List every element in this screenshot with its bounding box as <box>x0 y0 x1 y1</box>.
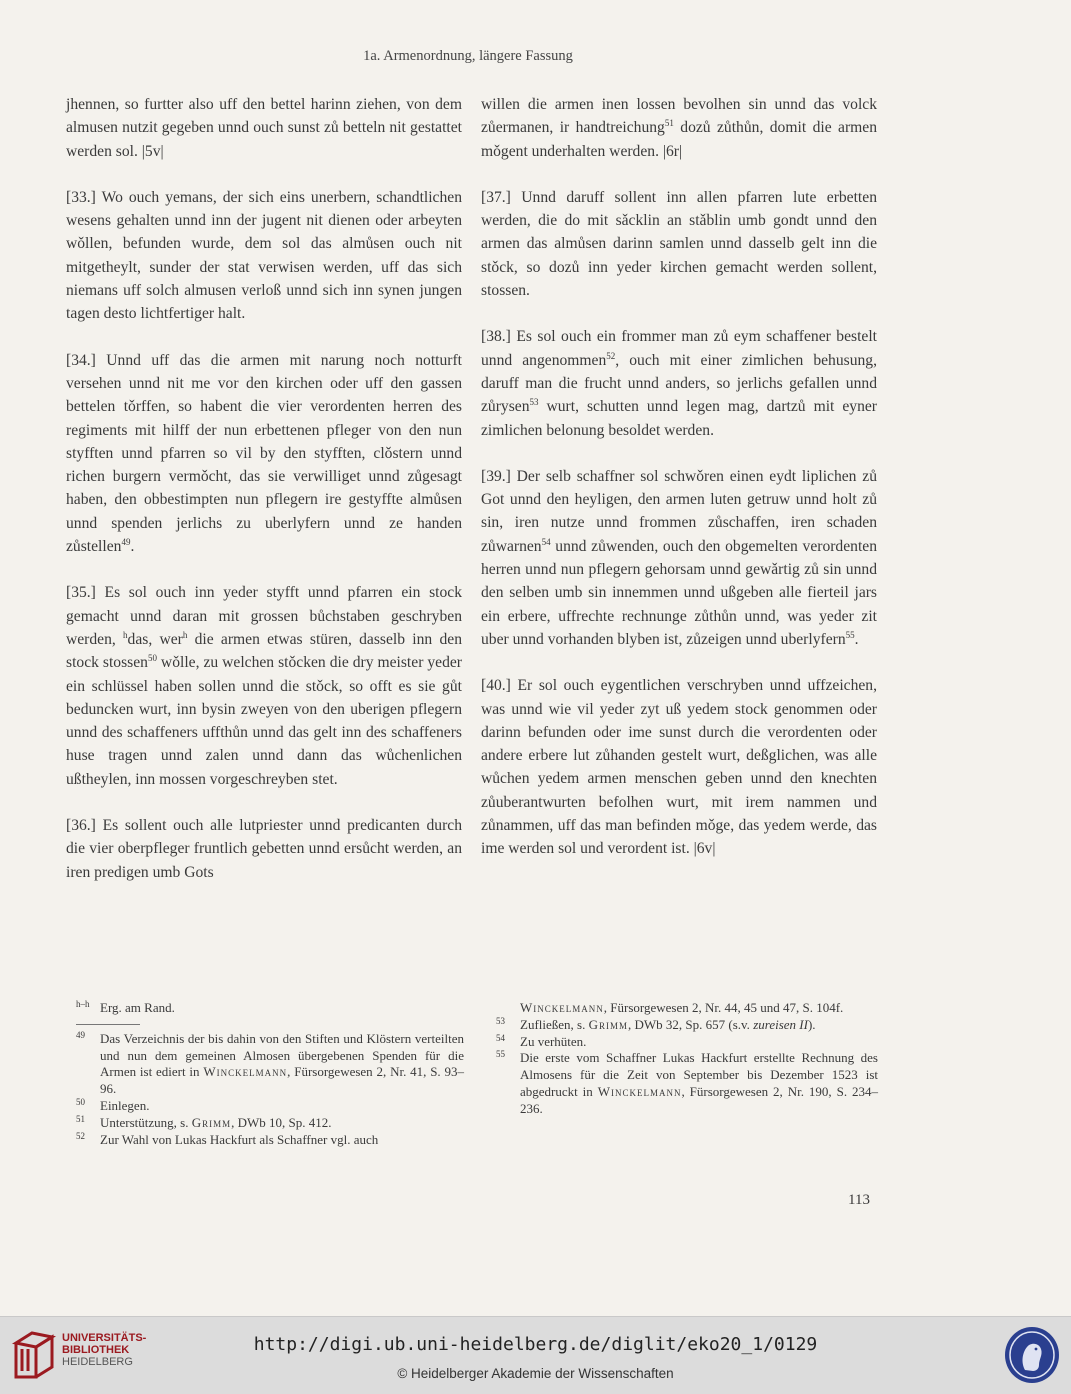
footnote: 54 Zu verhüten. <box>496 1032 587 1049</box>
footnote-text: Zu verhüten. <box>520 1033 587 1049</box>
footnote-list <box>76 1031 464 1149</box>
textual-note: h–h Erg. am Rand. <box>76 999 175 1015</box>
right-text-column <box>481 93 877 861</box>
footnote-text: Erg. am Rand. <box>100 1000 175 1015</box>
footnote-rule <box>76 1024 140 1025</box>
footnote: 49 Das Verzeichnis der bis dahin von den Stiften und Klöstern verteilten und nun dem gemeinen Almosen übergebenen Spenden für die Armen ist ediert in Winckelmann, Fürsorgewesen 2, Nr. 41, S. 93–96. <box>76 1029 465 1097</box>
footnote-text: Einlegen. <box>100 1097 150 1113</box>
footnote-list <box>496 1017 878 1118</box>
academy-seal-icon[interactable] <box>1003 1325 1061 1385</box>
permalink-url[interactable]: http://digi.ub.uni-heidelberg.de/diglit/eko20_1/0129 <box>253 1334 818 1355</box>
footnote-text: Zufließen, s. Grimm, DWb 32, Sp. 657 (s.v. zureisen II). <box>520 1016 816 1032</box>
left-footnotes <box>76 1000 464 1148</box>
right-footnotes <box>496 1000 878 1118</box>
paragraph: [35.] Es sol ouch inn yeder styfft unnd pfarren ein stock gemacht unnd daran mit grossen bůchstaben geschryben werden, $^h$das, wer$^h$ die armen etwas stüren, dasselb inn den stock stossen$^{50}$ wǒlle, zu welchen stǒcken die dry meister yeder ein schlüssel haben sollen unnd die stǒck, so offt es sie gůt beduncken wurt, inn bysin zweyen von den uberigen pflegern unnd des schaffeners uffthůn unnd das gelt inn des schaffeners huse tragen unnd zalen unnd dann das wůchenlichen ußtheylen, inn mossen vorgeschreyben stet. <box>66 584 462 788</box>
page-number: 113 <box>848 1192 870 1208</box>
running-head: 1a. Armenordnung, längere Fassung <box>363 48 573 64</box>
library-name-line: HEIDELBERG <box>62 1356 133 1368</box>
paragraph: jhennen, so furtter also uff den bettel harinn ziehen, von dem almusen nutzit gegeben unnd ouch sunst zů betteln nit gestattet werden sol. |5v| <box>66 96 462 160</box>
paragraph: [39.] Der selb schaffner sol schwǒren einen eydt liplichen zů Got unnd den heyligen, den armen luten getruw unnd holt zů sin, iren nutze unnd frommen zůschaffen, iren schaden zůwarnen$^{54}$ unnd zůwenden, ouch den obgemelten verordenten herren unnd nun pflegern gehorsam unnd gewǎrtig zů sin unnd den selben umb sin innemmen unnd ußgeben alle fierteil jars ein erbere, uffrechte rechnunge zůthůn unnd, was yeder zit uber unnd vorhanden blyben ist, zůzeigen unnd uberlyfern$^{55}$. <box>481 467 877 648</box>
paragraph: [33.] Wo ouch yemans, der sich eins unerbern, schandtlichen wesens gehalten unnd inn der jugent nit dienen oder arbeyten wǒllen, befunden wurde, dem sol das almůsen ouch nit mitgetheylt, sunder der stat verwisen werden, uff das sich niemans uff solch almusen verloß unnd sich inn synen jungen tagen desto lichtfertiger halt. <box>66 188 462 323</box>
paragraph: [40.] Er sol ouch eygentlichen verschryben unnd uffzeichen, was unnd wie vil yeder zyt uß yedem stock genommen oder darinn befunden oder ime sunst durch die verordenten oder andere erbere lut zůhanden gestelt wurt, deßglichen, was alle wůchen yedem armen menschen geben unnd den knechten zůuberantwurten befolhen wurt, mit irem nammen und zůnammen, uff das man befinden mǒge, das yedem werde, das ime werden sol und verordent ist. |6v| <box>481 677 877 858</box>
footnote: 50 Einlegen. <box>76 1096 150 1113</box>
footnote-text: Das Verzeichnis der bis dahin von den Stiften und Klöstern verteilten und nun dem gemeinen Almosen übergebenen Spenden für die Armen ist ediert in Winckelmann, Fürsorgewesen 2, Nr. 41, S. 93–96. <box>100 1030 465 1097</box>
paragraph: willen die armen inen lossen bevolhen sin unnd das volck zůermanen, ir handtreichung$^{51}$ dozů zůthůn, domit die armen mǒgent underhalten werden. |6r| <box>481 96 877 160</box>
footnote-text: Die erste vom Schaffner Lukas Hackfurt erstellte Rechnung des Almosens für die Zeit von September bis Dezember 1523 ist abgedruckt in Winckelmann, Fürsorgewesen 2, Nr. 190, S. 234–236. <box>520 1050 878 1116</box>
footnote-text: Winckelmann, Fürsorgewesen 2, Nr. 44, 45 und 47, S. 104f. <box>520 1000 844 1015</box>
footnote: 55 Die erste vom Schaffner Lukas Hackfurt erstellte Rechnung des Almosens für die Zeit von September bis Dezember 1523 ist abgedruckt in Winckelmann, Fürsorgewesen 2, Nr. 190, S. 234–236. <box>496 1049 878 1116</box>
left-text-column <box>66 93 462 884</box>
footnote: 51 Unterstützung, s. Grimm, DWb 10, Sp. 412. <box>76 1113 332 1130</box>
paragraph: [38.] Es sol ouch ein frommer man zů eym schaffener bestelt unnd angenommen$^{52}$, ouch mit einer zimlichen behusung, daruff man die frucht unnd anders, so jerlichs gefallen unnd zůrysen$^{53}$ wurt, schutten unnd legen mag, dartzů mit eyner zimlichen belonung besoldet werden. <box>481 328 877 439</box>
footnote: 53 Zufließen, s. Grimm, DWb 32, Sp. 657 (s.v. zureisen II). <box>496 1015 816 1032</box>
footnote-continuation <box>496 1000 878 1017</box>
copyright-notice: © Heidelberger Akademie der Wissenschaften <box>397 1366 674 1381</box>
viewer-footer <box>0 1316 1071 1394</box>
library-name-line: BIBLIOTHEK <box>62 1344 130 1356</box>
paragraph: [36.] Es sollent ouch alle lutpriester unnd predicanten durch die vier oberpfleger fruntlich gebetten unnd ersůcht werden, an iren predigen umb Gots <box>66 817 462 881</box>
paragraph: [34.] Unnd uff das die armen mit narung noch notturft versehen unnd nit me vor den kirchen oder uff den gassen bettelen tǒrffen, so habent die vier verordenten herren des regiments mit hilff der nun erbettenen pfleger von den nun styfften unnd pfarren so vil by den styfften, clǒstern unnd richen burgern vermǒcht, das sie verwilliget unnd zůgesagt haben, den obbestimpten nun pflegern ire gestyffte almůsen unnd spenden jerlichs zu uberlyfern unnd ze handen zůstellen$^{49}$. <box>66 351 462 556</box>
library-name-line: UNIVERSITÄTS- <box>62 1332 147 1344</box>
paragraph: [37.] Unnd daruff sollent inn allen pfarren lute erbetten werden, die do mit sǎcklin an stǎblin umb gondt unnd den armen das almůsen darinn samlen unnd dasselb gelt inn die stǒck, so dozů inn yeder kirchen gemacht werden sollent, stossen. <box>481 188 877 300</box>
footnote-text: Unterstützung, s. Grimm, DWb 10, Sp. 412. <box>100 1114 332 1130</box>
footnote: 52 Zur Wahl von Lukas Hackfurt als Schaffner vgl. auch <box>76 1130 379 1147</box>
footnote-text: Zur Wahl von Lukas Hackfurt als Schaffner vgl. auch <box>100 1131 379 1147</box>
